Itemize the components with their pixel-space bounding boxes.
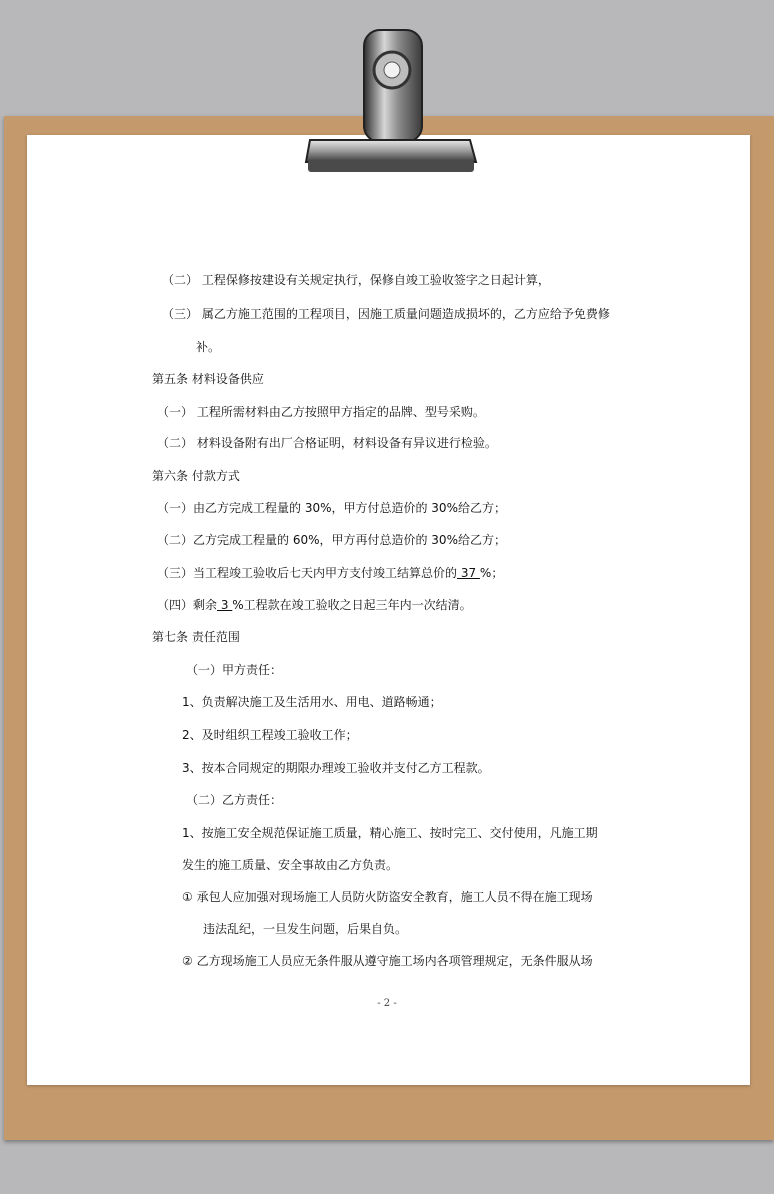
text-line: 2、及时组织工程竣工验收工作； — [182, 728, 358, 742]
text-line: （二）乙方完成工程量的 60%，甲方再付总造价的 30%给乙方； — [157, 533, 506, 547]
section-heading: 第七条 责任范围 — [152, 630, 240, 644]
payment-clause-4 — [157, 597, 472, 613]
text-line: 3、按本合同规定的期限办理竣工验收并支付乙方工程款。 — [182, 761, 490, 775]
text-line: 1、负责解决施工及生活用水、用电、道路畅通； — [182, 695, 442, 709]
page-number: - 2 - — [377, 998, 397, 1009]
text-line: ② 乙方现场施工人员应无条件服从遵守施工场内各项管理规定，无条件服从场 — [182, 954, 593, 968]
subsection-heading: （二）乙方责任： — [186, 793, 283, 807]
text-line: （三） 属乙方施工范围的工程项目，因施工质量问题造成损坏的，乙方应给予免费修 — [162, 307, 610, 321]
clause-percent-value: 37 — [457, 566, 480, 580]
text-line: 补。 — [196, 340, 221, 354]
text-line: 1、按施工安全规范保证施工质量，精心施工、按时完工、交付使用，凡施工期 — [182, 826, 598, 840]
clause-text: %工程款在竣工验收之日起三年内一次结清。 — [232, 598, 472, 612]
section-heading: 第六条 付款方式 — [152, 469, 240, 483]
clause-percent-value: 3 — [217, 598, 233, 612]
payment-clause-3 — [157, 565, 503, 581]
text-line: 发生的施工质量、安全事故由乙方负责。 — [182, 858, 399, 872]
clause-text: （四）剩余 — [157, 598, 218, 612]
text-line: （二） 工程保修按建设有关规定执行，保修自竣工验收签字之日起计算， — [162, 273, 550, 287]
text-line: ① 承包人应加强对现场施工人员防火防盗安全教育，施工人员不得在施工现场 — [182, 890, 593, 904]
text-line: （一） 工程所需材料由乙方按照甲方指定的品牌、型号采购。 — [157, 405, 485, 419]
text-line: （一）由乙方完成工程量的 30%，甲方付总造价的 30%给乙方； — [157, 501, 506, 515]
clause-text: %； — [479, 566, 504, 580]
clause-text: （三）当工程竣工验收后七天内甲方支付竣工结算总价的 — [157, 566, 458, 580]
binder-clip-icon — [300, 22, 480, 178]
text-line: 违法乱纪，一旦发生问题，后果自负。 — [203, 922, 408, 936]
text-line: （二） 材料设备附有出厂合格证明，材料设备有异议进行检验。 — [157, 436, 497, 450]
subsection-heading: （一）甲方责任： — [186, 663, 283, 677]
section-heading: 第五条 材料设备供应 — [152, 372, 264, 386]
